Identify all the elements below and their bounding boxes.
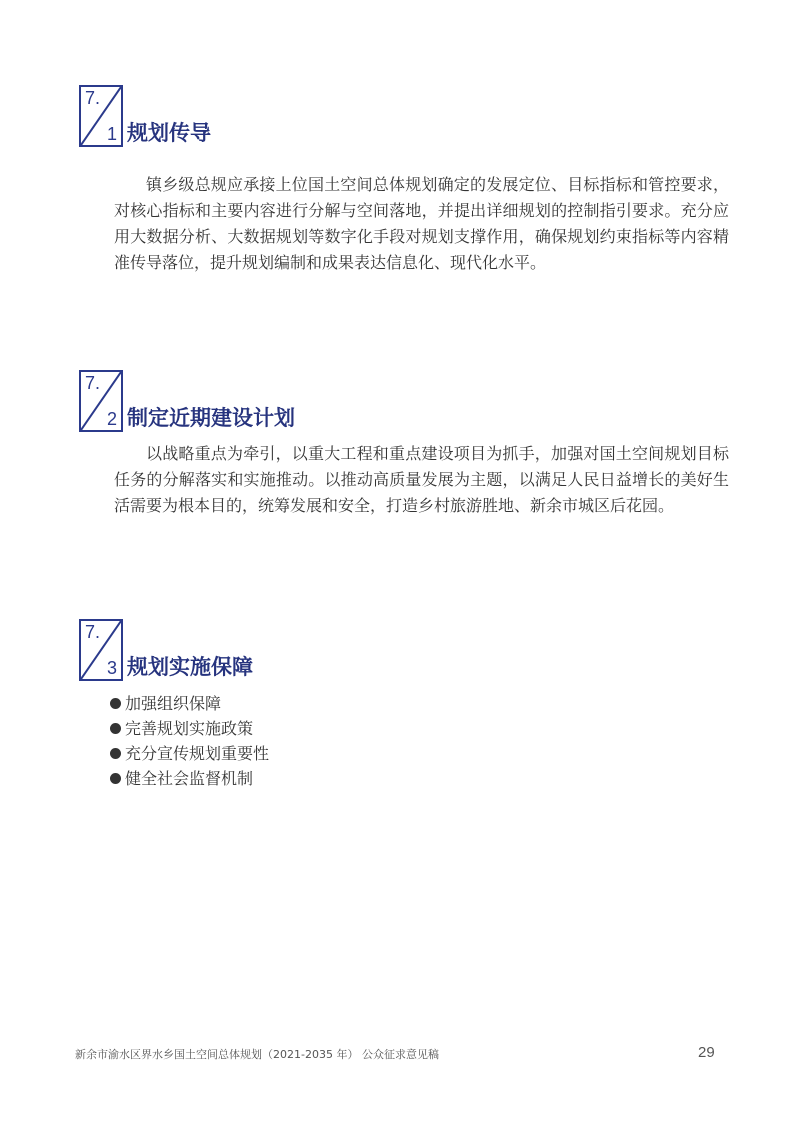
list-item-label: 完善规划实施政策 (125, 719, 254, 738)
list-item-label: 加强组织保障 (125, 694, 222, 713)
section-number-bottom: 2 (106, 409, 117, 429)
section-number-top: 7. (85, 622, 101, 642)
page-number: 29 (698, 1044, 715, 1061)
list-item-label: 充分宣传规划重要性 (125, 744, 270, 763)
list-item (110, 741, 269, 766)
section-number-box (79, 370, 123, 432)
section-paragraph: 镇乡级总规应承接上位国土空间总体规划确定的发展定位、目标指标和管控要求，对核心指标和主要内容进行分解与空间落地，并提出详细规划的控制指引要求。充分应用大数据分析、大数据规划等数字化手段对规划支撑作用，确保规划约束指标等内容精准传导落位，提升规划编制和成果表达信息化、现代化水平。 (114, 175, 729, 272)
list-item (110, 691, 269, 716)
section-title: 制定近期建设计划 (127, 406, 295, 430)
footer-document-title: 新余市渝水区界水乡国土空间总体规划（2021-2035 年） 公众征求意见稿 (75, 1048, 439, 1061)
bullet-icon (110, 748, 121, 759)
list-item (110, 716, 269, 741)
section-title: 规划传导 (127, 121, 211, 145)
section-paragraph: 以战略重点为牵引，以重大工程和重点建设项目为抓手，加强对国土空间规划目标任务的分解落实和实施推动。以推动高质量发展为主题，以满足人民日益增长的美好生活需要为根本目的，统筹发展和安全，打造乡村旅游胜地、新余市城区后花园。 (114, 444, 729, 515)
section-number-box (79, 85, 123, 147)
bullet-icon (110, 773, 121, 784)
section-title: 规划实施保障 (127, 655, 253, 679)
section-number-top: 7. (85, 88, 101, 108)
section-number-top: 7. (85, 373, 101, 393)
bullet-list (110, 691, 269, 791)
list-item-label: 健全社会监督机制 (125, 769, 254, 788)
list-item (110, 766, 269, 791)
bullet-icon (110, 723, 121, 734)
section-number-box (79, 619, 123, 681)
bullet-icon (110, 698, 121, 709)
section-number-bottom: 1 (106, 124, 117, 144)
section-number-bottom: 3 (106, 658, 117, 678)
